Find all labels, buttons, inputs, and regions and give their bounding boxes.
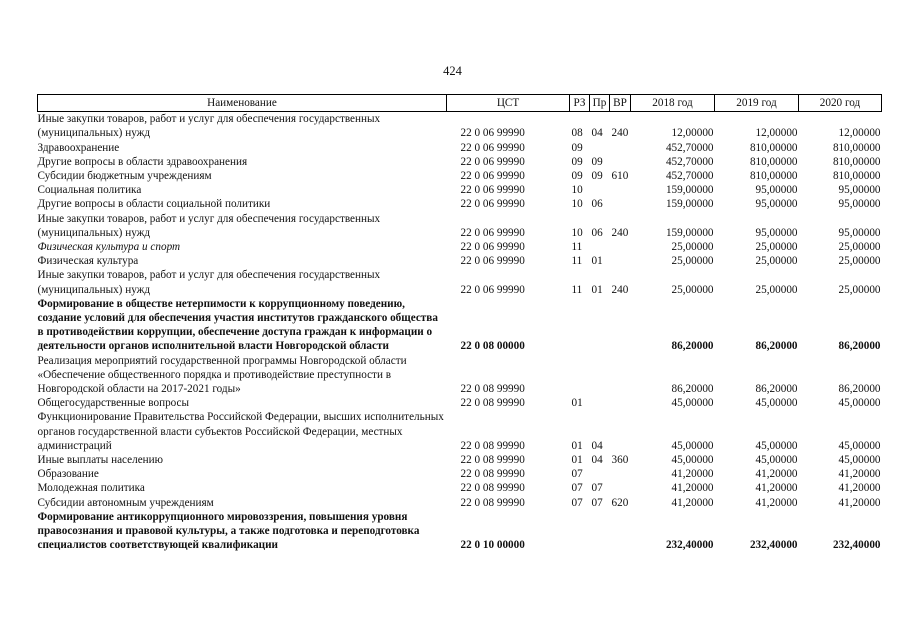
cell-rz: 10: [571, 184, 583, 197]
cell-2019: 45,00000: [755, 397, 798, 410]
cell-rz: 11: [571, 283, 583, 296]
cell-2019: 95,00000: [755, 198, 798, 211]
cell-2020: 41,20000: [838, 496, 881, 509]
cell-name: Иные выплаты населению: [37, 454, 163, 467]
cell-2020: 95,00000: [838, 198, 881, 211]
cell-rz: 10: [571, 226, 583, 239]
cell-pr: 01: [591, 255, 603, 268]
cell-pr: [590, 510, 610, 553]
cell-2018: 25,00000: [671, 283, 714, 296]
cell-name: Физическая культура и спорт: [37, 241, 181, 254]
cell-cst: 22 0 08 99990: [460, 496, 525, 509]
cell-name: Иные закупки товаров, работ и услуг для обеспечения государственных (муниципальных) нужд: [37, 212, 381, 239]
cell-pr: [590, 297, 610, 354]
cell-2020: 41,20000: [838, 482, 881, 495]
cell-2018: 159,00000: [665, 184, 714, 197]
cell-vr: [610, 183, 631, 197]
cell-2019: 25,00000: [755, 255, 798, 268]
cell-name: Здравоохранение: [37, 141, 120, 154]
cell-cst: 22 0 06 99990: [460, 127, 525, 140]
cell-2018: 452,70000: [665, 155, 714, 168]
cell-2020: 232,40000: [832, 539, 881, 552]
cell-2020: 25,00000: [838, 241, 881, 254]
cell-vr: [610, 297, 631, 354]
table-row: [38, 112, 882, 141]
cell-2018: 232,40000: [665, 539, 714, 552]
table-row: [38, 141, 882, 155]
cell-pr: 09: [591, 155, 603, 168]
table-row: [38, 410, 882, 453]
cell-pr: [590, 396, 610, 410]
cell-2020: 810,00000: [832, 155, 881, 168]
cell-cst: 22 0 06 99990: [460, 170, 525, 183]
cell-2019: 45,00000: [755, 439, 798, 452]
cell-2018: 41,20000: [671, 468, 714, 481]
cell-rz: 09: [571, 170, 583, 183]
table-row: [38, 297, 882, 354]
cell-name: Другие вопросы в области социальной политики: [37, 198, 271, 211]
cell-vr: 240: [611, 226, 629, 239]
cell-pr: 09: [591, 170, 603, 183]
cell-cst: 22 0 08 99990: [460, 439, 525, 452]
header-pr: Пр: [590, 95, 610, 112]
cell-2018: 25,00000: [671, 255, 714, 268]
cell-rz: 08: [571, 127, 583, 140]
cell-2018: 452,70000: [665, 141, 714, 154]
cell-vr: [610, 254, 631, 268]
cell-cst: 22 0 06 99990: [460, 184, 525, 197]
cell-rz: 11: [571, 255, 583, 268]
cell-pr: 01: [591, 283, 603, 296]
cell-vr: [610, 410, 631, 453]
cell-rz: 07: [571, 496, 583, 509]
cell-2019: 95,00000: [755, 184, 798, 197]
cell-2020: 86,20000: [838, 383, 881, 396]
cell-name: Иные закупки товаров, работ и услуг для обеспечения государственных (муниципальных) нужд: [37, 269, 381, 296]
cell-2019: 12,00000: [755, 127, 798, 140]
cell-name: Субсидии автономным учреждениям: [37, 496, 214, 509]
page-number: 424: [443, 64, 462, 78]
table-row: [38, 212, 882, 240]
cell-pr: 06: [591, 226, 603, 239]
cell-cst: 22 0 06 99990: [460, 198, 525, 211]
cell-rz: 09: [571, 141, 583, 154]
cell-cst: 22 0 06 99990: [460, 141, 525, 154]
cell-cst: 22 0 08 99990: [460, 397, 525, 410]
table-row: [38, 396, 882, 410]
cell-2019: 45,00000: [755, 454, 798, 467]
cell-vr: 240: [611, 283, 629, 296]
cell-rz: [570, 354, 590, 397]
table-row: [38, 155, 882, 169]
cell-vr: 360: [611, 454, 629, 467]
cell-2019: 810,00000: [749, 170, 798, 183]
cell-2019: 25,00000: [755, 241, 798, 254]
cell-2018: 159,00000: [665, 198, 714, 211]
cell-2018: 45,00000: [671, 397, 714, 410]
table-row: [38, 481, 882, 495]
cell-2018: 86,20000: [671, 383, 714, 396]
cell-name: Другие вопросы в области здравоохранения: [37, 155, 248, 168]
cell-vr: [610, 155, 631, 169]
cell-cst: 22 0 08 99990: [460, 468, 525, 481]
table-header-row: [38, 95, 882, 112]
cell-2020: 45,00000: [838, 454, 881, 467]
header-2019: 2019 год: [715, 95, 799, 112]
cell-cst: 22 0 06 99990: [460, 226, 525, 239]
table-row: [38, 453, 882, 467]
cell-cst: 22 0 06 99990: [460, 155, 525, 168]
table-row: [38, 510, 882, 553]
cell-vr: [610, 354, 631, 397]
table-body: [38, 112, 882, 553]
header-name: Наименование: [38, 95, 447, 112]
cell-pr: [590, 183, 610, 197]
cell-cst: 22 0 08 99990: [460, 383, 525, 396]
cell-name: Функционирование Правительства Российской Федерации, высших исполнительных органов государственной власти субъектов Российской Федерации, местных администраций: [37, 411, 444, 452]
cell-pr: [590, 467, 610, 481]
cell-cst: 22 0 08 99990: [460, 482, 525, 495]
cell-name: Общегосударственные вопросы: [37, 397, 190, 410]
cell-name: Социальная политика: [37, 184, 142, 197]
cell-2019: 25,00000: [755, 283, 798, 296]
cell-pr: 07: [591, 482, 603, 495]
cell-vr: [610, 467, 631, 481]
cell-cst: 22 0 06 99990: [460, 241, 525, 254]
cell-rz: 01: [571, 454, 583, 467]
cell-rz: [570, 510, 590, 553]
cell-2019: 232,40000: [749, 539, 798, 552]
header-2018: 2018 год: [631, 95, 715, 112]
cell-2018: 41,20000: [671, 496, 714, 509]
cell-2020: 86,20000: [838, 340, 881, 353]
cell-vr: [610, 510, 631, 553]
cell-rz: 07: [571, 468, 583, 481]
cell-cst: 22 0 08 99990: [460, 454, 525, 467]
cell-2020: 25,00000: [838, 283, 881, 296]
cell-rz: 07: [571, 482, 583, 495]
cell-vr: 620: [611, 496, 629, 509]
cell-2018: 86,20000: [671, 340, 714, 353]
cell-2020: 12,00000: [838, 127, 881, 140]
cell-2018: 41,20000: [671, 482, 714, 495]
cell-vr: 610: [611, 170, 629, 183]
cell-2020: 45,00000: [838, 397, 881, 410]
cell-rz: 10: [571, 198, 583, 211]
cell-pr: [590, 354, 610, 397]
table-row: [38, 240, 882, 254]
cell-cst: 22 0 06 99990: [460, 283, 525, 296]
cell-pr: 06: [591, 198, 603, 211]
cell-name: Формирование антикоррупционного мировоззрения, повышения уровня правосознания и правовой культуры, а также подготовка и переподготовка специалистов соответствующей квалификации: [37, 510, 420, 552]
cell-pr: [590, 240, 610, 254]
cell-2020: 25,00000: [838, 255, 881, 268]
cell-name: Формирование в обществе нетерпимости к коррупционному поведению, создание условий для обеспечения участия институтов гражданского общества в противодействии коррупции, обеспечение доступа граждан к информации о деятельности органов исполнительной власти Новгородской области: [37, 297, 438, 353]
cell-name: Реализация мероприятий государственной программы Новгородской области «Обеспечение общественного порядка и противодействие преступности в Новгородской области на 2017-2021 годы»: [37, 354, 407, 396]
header-vr: ВР: [610, 95, 631, 112]
cell-2018: 452,70000: [665, 170, 714, 183]
cell-name: Образование: [37, 468, 99, 481]
table-row: [38, 169, 882, 183]
cell-rz: 01: [571, 397, 583, 410]
cell-2020: 95,00000: [838, 226, 881, 239]
cell-2019: 41,20000: [755, 482, 798, 495]
cell-2019: 86,20000: [755, 340, 798, 353]
table-row: [38, 197, 882, 211]
budget-table: [37, 94, 882, 553]
cell-name: Молодежная политика: [37, 482, 145, 495]
cell-vr: [610, 141, 631, 155]
cell-vr: [610, 240, 631, 254]
cell-2019: 95,00000: [755, 226, 798, 239]
cell-2020: 41,20000: [838, 468, 881, 481]
cell-2018: 12,00000: [671, 127, 714, 140]
table-row: [38, 496, 882, 510]
table-row: [38, 268, 882, 296]
cell-cst: 22 0 10 00000: [460, 539, 525, 552]
cell-rz: 01: [571, 439, 583, 452]
table-row: [38, 254, 882, 268]
table-row: [38, 467, 882, 481]
cell-vr: [610, 197, 631, 211]
cell-pr: 04: [591, 439, 603, 452]
cell-2020: 810,00000: [832, 170, 881, 183]
cell-2018: 45,00000: [671, 454, 714, 467]
table-row: [38, 354, 882, 397]
cell-vr: 240: [611, 127, 629, 140]
cell-vr: [610, 481, 631, 495]
header-cst: ЦСТ: [447, 95, 570, 112]
table-row: [38, 183, 882, 197]
cell-vr: [610, 396, 631, 410]
header-rz: РЗ: [570, 95, 590, 112]
cell-2020: 810,00000: [832, 141, 881, 154]
cell-rz: [570, 297, 590, 354]
cell-2020: 95,00000: [838, 184, 881, 197]
cell-pr: 07: [591, 496, 603, 509]
cell-name: Иные закупки товаров, работ и услуг для обеспечения государственных (муниципальных) нужд: [37, 113, 381, 140]
cell-2019: 41,20000: [755, 496, 798, 509]
cell-name: Субсидии бюджетным учреждениям: [37, 170, 212, 183]
cell-cst: 22 0 08 00000: [460, 340, 525, 353]
cell-rz: 09: [571, 155, 583, 168]
cell-pr: 04: [591, 127, 603, 140]
header-2020: 2020 год: [799, 95, 882, 112]
cell-2019: 810,00000: [749, 155, 798, 168]
cell-name: Физическая культура: [37, 255, 139, 268]
cell-2018: 159,00000: [665, 226, 714, 239]
cell-rz: 11: [571, 241, 583, 254]
cell-pr: 04: [591, 454, 603, 467]
cell-cst: 22 0 06 99990: [460, 255, 525, 268]
cell-2019: 810,00000: [749, 141, 798, 154]
cell-2019: 86,20000: [755, 383, 798, 396]
cell-pr: [590, 141, 610, 155]
cell-2018: 25,00000: [671, 241, 714, 254]
cell-2018: 45,00000: [671, 439, 714, 452]
cell-2019: 41,20000: [755, 468, 798, 481]
cell-2020: 45,00000: [838, 439, 881, 452]
